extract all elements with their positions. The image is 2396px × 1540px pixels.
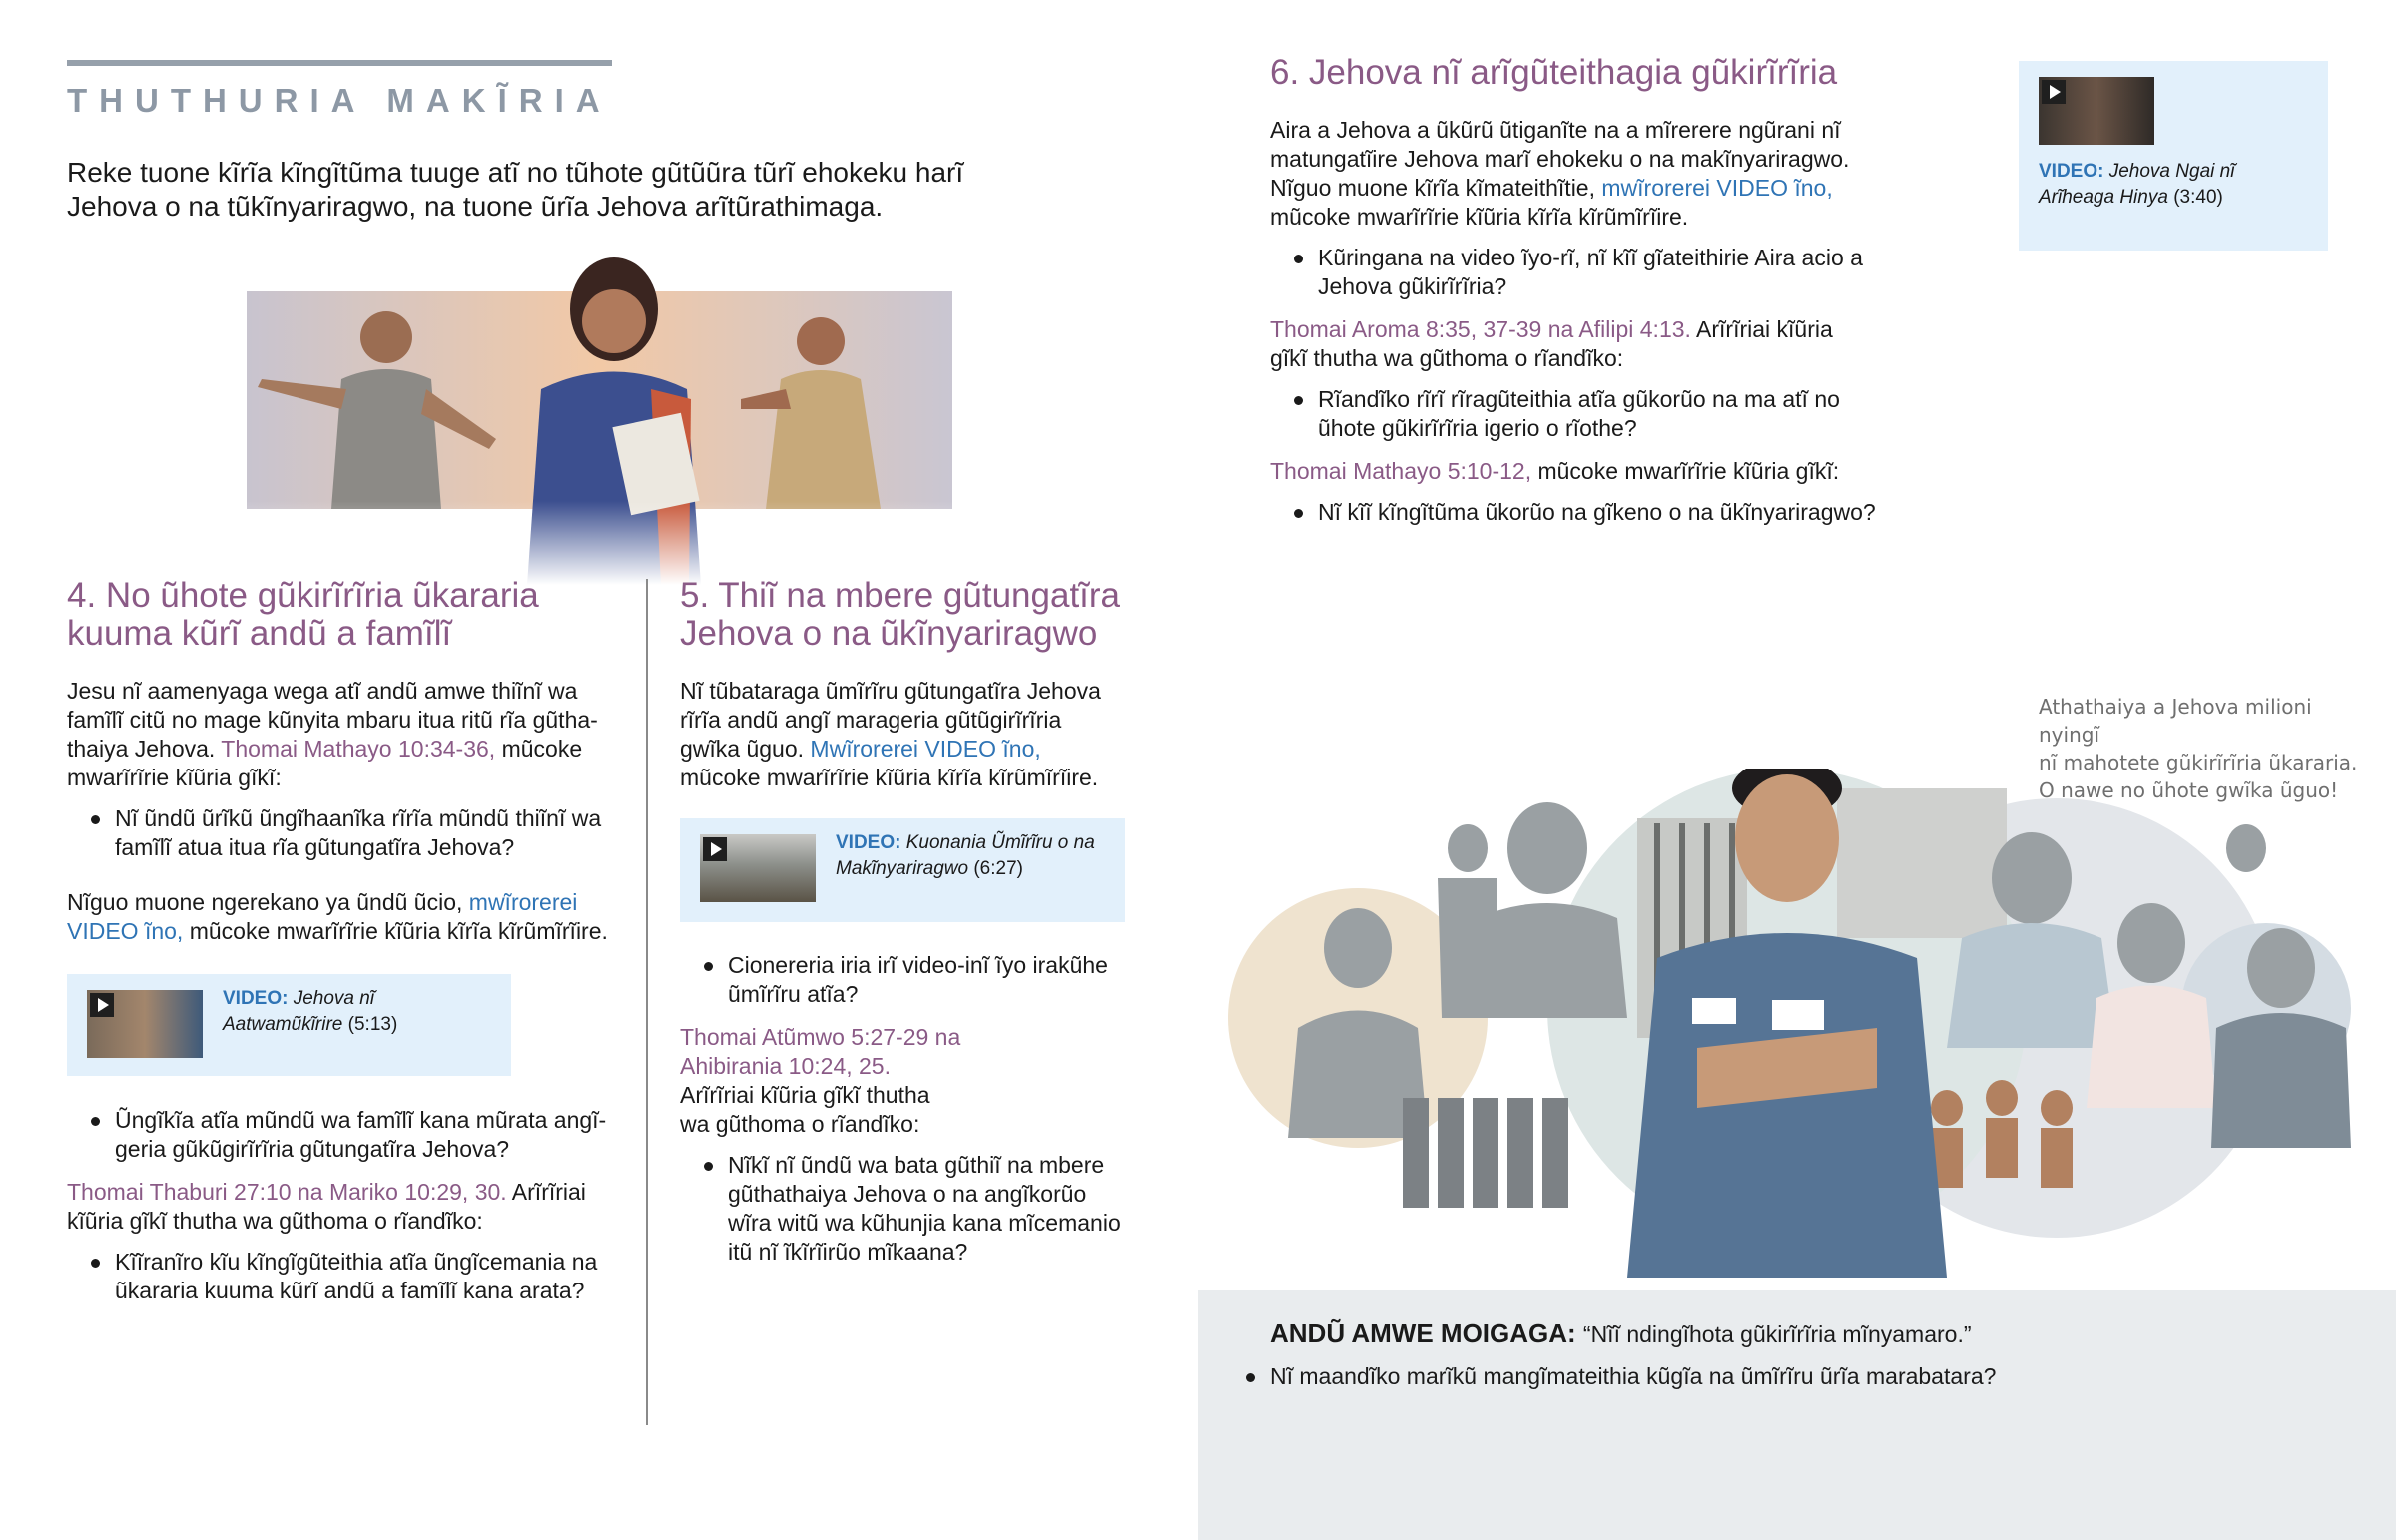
- page-title: THUTHURIA MAKĨRIA: [67, 82, 612, 119]
- section-5-question-1: [680, 951, 1149, 1009]
- common-objection-box: [1198, 1290, 2396, 1540]
- section-4-question-1: [67, 804, 626, 862]
- text-line: Nĩ kĩĩ kĩngĩtũma ũkorũo na gĩkeno o na ũkĩnyariragwo?: [1318, 499, 1876, 525]
- video-link-continued[interactable]: VIDEO ĩno,: [67, 918, 184, 944]
- section-5-heading: [680, 577, 1139, 653]
- section-4-question-2: [67, 1106, 646, 1164]
- video-link[interactable]: mwĩrorerei VIDEO ĩno,: [1601, 175, 1833, 201]
- section-4-heading: [67, 577, 626, 653]
- video-title: Kuonania Ũmĩrĩru o na: [905, 832, 1095, 853]
- text-line: ũkararia kuuma kũrĩ andũ a famĩlĩ kana arata?: [115, 1278, 585, 1303]
- section-6-heading: 6. Jehova nĩ arĩgũteithagia gũkirĩrĩria: [1270, 53, 1838, 92]
- witnesses-collage-svg: [1228, 769, 2356, 1278]
- section-6-question-1: [1270, 244, 1909, 301]
- text-line: matungatĩire Jehova marĩ ehokeku o na makĩnyariragwo.: [1270, 146, 1850, 172]
- caption-line: nĩ mahotete gũkirĩrĩria ũkararia.: [2039, 751, 2358, 774]
- scripture-reference[interactable]: Ahibirania 10:24, 25.: [680, 1053, 891, 1079]
- section-5-continued: [680, 951, 1149, 1267]
- section-5-heading-line1: 5. Thiĩ na mbere gũtungatĩra: [680, 576, 1121, 615]
- section-6-question-2: [1270, 385, 1909, 443]
- section-4-heading-line1: 4. No ũhote gũkirĩrĩria ũkararia: [67, 576, 539, 615]
- video-title: Arĩheaga Hinya: [2039, 187, 2168, 208]
- section-5-paragraph-1: [680, 677, 1139, 792]
- section-4-continued: [67, 1106, 646, 1305]
- scripture-reference[interactable]: Thomai Mathayo 5:10-12,: [1270, 458, 1532, 484]
- section-6-paragraph-1: [1270, 116, 1909, 232]
- text-line: rĩrĩa andũ angĩ marageria gũtũgirĩrĩria: [680, 707, 1062, 733]
- text-line: Nĩkĩ nĩ ũndũ wa bata gũthiĩ na mbere: [728, 1152, 1105, 1178]
- text-line: kĩũria gĩkĩ thutha wa gũthoma o rĩandĩko:: [67, 1208, 483, 1234]
- objection-quote: “Nĩĩ ndingĩhota gũkirĩrĩria mĩnyamaro.”: [1582, 1321, 1972, 1347]
- video-link[interactable]: Mwĩrorerei VIDEO ĩno,: [810, 736, 1041, 762]
- text-line: mũcoke mwarĩrĩrie kĩũria kĩrĩa kĩrũmĩrĩire.: [1270, 204, 1689, 230]
- text-line: Kũringana na video ĩyo-rĩ, nĩ kĩĩ gĩateithirie Aira acio a: [1318, 245, 1863, 270]
- text-line: famĩlĩ atua itua rĩa gũtungatĩra Jehova?: [115, 834, 515, 860]
- text-line: Nĩ tũbataraga ũmĩrĩru gũtungatĩra Jehova: [680, 678, 1101, 704]
- section-6: [1270, 54, 1909, 527]
- section-5: [680, 577, 1139, 792]
- video-title: Makĩnyariragwo: [836, 858, 969, 879]
- column-divider: [646, 579, 648, 1425]
- text-line: wĩra witũ wa kũhunjia kana mĩcemanio: [728, 1210, 1121, 1236]
- text-line: Cionereria iria irĩ video-inĩ ĩyo irakũhe: [728, 952, 1108, 978]
- text-line: Nĩ ũndũ ũrĩkũ ũngĩhaanĩka rĩrĩa mũndũ thiĩnĩ wa: [115, 805, 602, 831]
- text-line: mũcoke: [495, 736, 583, 762]
- family-illustration: [222, 250, 952, 585]
- text-line: itũ nĩ ĩkĩrĩirũo mĩkaana?: [728, 1239, 968, 1265]
- text-line: mwarĩrĩrie kĩũria gĩkĩ:: [67, 765, 282, 790]
- video-duration: (6:27): [973, 858, 1023, 879]
- objection-question: [1222, 1362, 2388, 1391]
- section-4-paragraph-3: [67, 1178, 646, 1236]
- text-line: Arĩrĩriai kĩũria gĩkĩ thutha: [680, 1082, 930, 1108]
- play-icon[interactable]: [703, 837, 727, 861]
- video-label: VIDEO:: [2039, 161, 2104, 182]
- scripture-reference[interactable]: Thomai Aroma 8:35, 37-39 na Afilipi 4:13.: [1270, 316, 1691, 342]
- video-label: VIDEO:: [836, 832, 901, 853]
- text-line: famĩlĩ citũ no mage kũnyita mbaru itua ritũ rĩa gũtha-: [67, 707, 598, 733]
- scripture-reference[interactable]: Thomai Thaburi 27:10 na Mariko 10:29, 30.: [67, 1179, 507, 1205]
- section-5-heading-line2: Jehova o na ũkĩnyariragwo: [680, 614, 1098, 653]
- text-line: gĩkĩ thutha wa gũthoma o rĩandĩko:: [1270, 345, 1624, 371]
- video-title: Jehova nĩ: [293, 988, 375, 1009]
- section-5-question-2: [680, 1151, 1149, 1267]
- scripture-reference[interactable]: Thomai Atũmwo 5:27-29 na: [680, 1024, 961, 1050]
- section-4-paragraph-1: [67, 677, 626, 792]
- video-caption: [2039, 159, 2318, 211]
- scripture-reference[interactable]: Thomai Mathayo 10:34-36,: [221, 736, 496, 762]
- video-caption: [836, 830, 1117, 882]
- objection-label: ANDŨ AMWE MOIGAGA:: [1270, 1318, 1576, 1348]
- text-line: ũmĩrĩru atĩa?: [728, 981, 859, 1007]
- play-icon[interactable]: [2042, 80, 2066, 104]
- intro-text: [67, 156, 1005, 224]
- video-label: VIDEO:: [223, 988, 289, 1009]
- section-4: [67, 577, 626, 946]
- section-4-question-3: [67, 1248, 646, 1305]
- section-4-video-box[interactable]: [67, 974, 511, 1076]
- text-line: mũcoke mwarĩrĩrie kĩũria gĩkĩ:: [1531, 458, 1840, 484]
- text-line: wa gũthoma o rĩandĩko:: [680, 1111, 920, 1137]
- video-duration: (5:13): [347, 1014, 398, 1035]
- section-5-video-box[interactable]: [680, 818, 1125, 922]
- text-line: Ũngĩkĩa atĩa mũndũ wa famĩlĩ kana mũrata angĩ-: [115, 1107, 607, 1133]
- text-line: Aira a Jehova a ũkũrũ ũtiganĩte na a mĩrerere ngũrani nĩ: [1270, 117, 1841, 143]
- video-duration: (3:40): [2173, 187, 2223, 208]
- text-line: Jesu nĩ aamenyaga wega atĩ andũ amwe thiĩnĩ wa: [67, 678, 578, 704]
- text-line: gwĩka ũguo.: [680, 736, 811, 762]
- text-line: ũhote gũkirĩrĩria igerio o rĩothe?: [1318, 415, 1637, 441]
- video-thumbnail[interactable]: [700, 834, 816, 902]
- text-line: Rĩandĩko rĩrĩ rĩragũteithia atĩa gũkorũo na ma atĩ no: [1318, 386, 1840, 412]
- text-line: geria gũkũgirĩrĩria gũtungatĩra Jehova?: [115, 1136, 510, 1162]
- text-line: Arĩrĩriai kĩũria: [1690, 316, 1833, 342]
- text-line: thaiya Jehova.: [67, 736, 222, 762]
- section-6-video-box[interactable]: [2019, 61, 2328, 251]
- section-4-paragraph-2: [67, 888, 626, 946]
- text-line: gũthathaiya Jehova o na angĩkorũo: [728, 1181, 1087, 1207]
- video-title: Jehova Ngai nĩ: [2108, 161, 2235, 182]
- text-line: mũcoke mwarĩrĩrie kĩũria kĩrĩa kĩrũmĩrĩire.: [680, 765, 1099, 790]
- text-line: Jehova gũkirĩrĩria?: [1318, 273, 1507, 299]
- video-title: Aatwamũkĩrire: [223, 1014, 343, 1035]
- text-line: Nĩ maandĩko marĩkũ mangĩmateithia kũgĩa na ũmĩrĩru ũrĩa marabatara?: [1270, 1363, 1997, 1389]
- title-rule: [67, 60, 612, 66]
- video-caption: [223, 986, 492, 1038]
- section-5-paragraph-2: [680, 1023, 1149, 1139]
- video-link[interactable]: mwĩrorerei: [468, 889, 578, 915]
- caption-line: Athathaiya a Jehova milioni nyingĩ: [2039, 695, 2312, 747]
- play-icon[interactable]: [90, 993, 114, 1017]
- section-6-paragraph-3: [1270, 457, 1909, 486]
- text-line: Nĩguo muone kĩrĩa kĩmateithĩtie,: [1270, 175, 1602, 201]
- caption-line: O nawe no ũhote gwĩka ũguo!: [2039, 778, 2339, 802]
- section-4-heading-line2: kuuma kũrĩ andũ a famĩlĩ: [67, 614, 452, 653]
- text-line: mũcoke mwarĩrĩrie kĩũria kĩrĩa kĩrũmĩrĩire.: [183, 918, 608, 944]
- video-thumbnail[interactable]: [2039, 77, 2154, 145]
- objection-statement: [1270, 1316, 2368, 1351]
- section-6-paragraph-2: [1270, 315, 1909, 373]
- witnesses-collage: [1228, 769, 2356, 1278]
- video-thumbnail[interactable]: [87, 990, 203, 1058]
- text-line: Nĩguo muone ngerekano ya ũndũ ũcio,: [67, 889, 469, 915]
- intro-text-content: Reke tuone kĩrĩa kĩngĩtũma tuuge atĩ no tũhote gũtũũra tũrĩ ehokeku harĩ Jehova o na tũkĩnyariragwo, na tuone ũrĩa Jehova arĩtũrathimaga.: [67, 157, 964, 222]
- text-line: Arĩrĩriai: [506, 1179, 586, 1205]
- family-illustration-svg: [222, 250, 952, 585]
- text-line: Kĩĩranĩro kĩu kĩngĩgũteithia atĩa ũngĩcemania na: [115, 1249, 598, 1275]
- section-6-question-3: [1270, 498, 1909, 527]
